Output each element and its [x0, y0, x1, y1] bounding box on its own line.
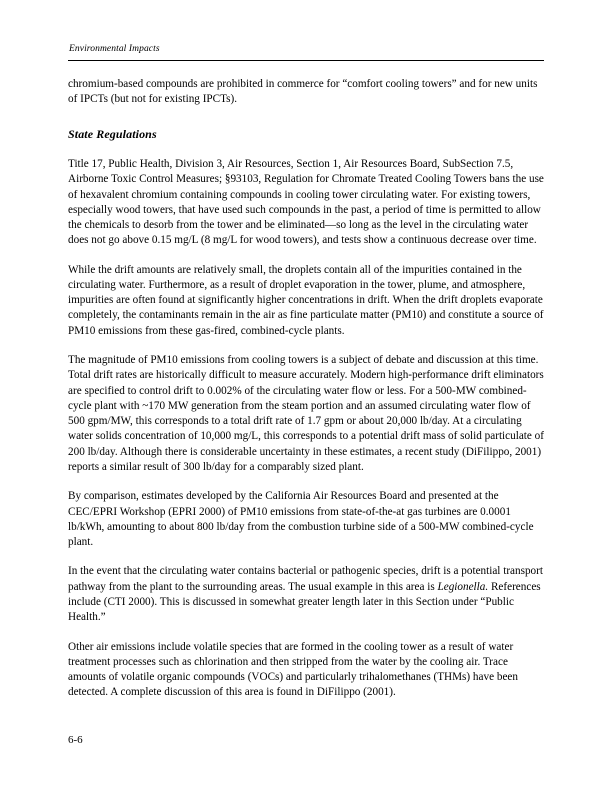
page-content [68, 77, 544, 701]
running-header: Environmental Impacts [69, 44, 160, 54]
paragraph-2: While the drift amounts are relatively small, the droplets contain all of the impurities contained in the circulating water. Furthermore, as a result of droplet evaporation in the tower, plume, and atmosphere, impurities are often found at significantly higher concentrations in drift. When the drift droplets evaporate completely, the contaminants remain in the air as fine particulate matter (PM10) and constitute a source of PM10 emissions from these gas-fired, combined-cycle plants. [68, 263, 544, 337]
paragraph-5-text-after: References include (CTI 2000). This is discussed in somewhat greater length later in this Section under “Public Health.” [68, 580, 541, 624]
page-number: 6-6 [68, 734, 83, 746]
section-heading-state-regulations: State Regulations [68, 126, 157, 141]
paragraph-3: The magnitude of PM10 emissions from cooling towers is a subject of debate and discussion at this time. Total drift rates are historically difficult to measure accurately. Modern high-performance drift eliminators are specified to control drift to 0.002% of the circulating water flow or less. For a 500-MW combined-cycle plant with ~170 MW generation from the steam portion and an assumed circulating water flow of 500 gpm/MW, this corresponds to a total drift rate of 1.7 gpm or about 20,000 lb/day. At a circulating water solids concentration of 10,000 mg/L, this corresponds to a potential drift mass of solid particulate of 200 lb/day. Although there is considerable uncertainty in these estimates, a recent study (DiFilippo, 2001) reports a similar result of 300 lb/day for a comparably sized plant. [68, 354, 544, 473]
paragraph-5-text-before: In the event that the circulating water contains bacterial or pathogenic species, drift is a potential transport pathway from the plant to the surrounding areas. The usual example in this area is [68, 565, 543, 593]
paragraph-4: By comparison, estimates developed by the California Air Resources Board and presented at the CEC/EPRI Workshop (EPRI 2000) of PM10 emissions from state-of-the-at gas turbines are 0.0001 lb/kWh, amounting to about 800 lb/day from the combustion turbine side of a 500-MW combined-cycle plant. [68, 490, 534, 549]
paragraph-5-italic-term: Legionella. [437, 580, 489, 593]
paragraph-6: Other air emissions include volatile species that are formed in the cooling tower as a result of water treatment processes such as chlorination and then stripped from the water by the cooling air. Trace amounts of volatile organic compounds (VOCs) and particularly trihalomethanes (THMs) have been detected. A complete discussion of this area is found in DiFilippo (2001). [68, 640, 518, 699]
paragraph-1: Title 17, Public Health, Division 3, Air Resources, Section 1, Air Resources Board, SubSection 7.5, Airborne Toxic Control Measures; §93103, Regulation for Chromate Treated Cooling Towers bans the use of hexavalent chromium containing compounds in cooling tower circulating water. For existing towers, especially wood towers, that have used such compounds in the past, a period of time is permitted to allow the chemicals to desorb from the tower and be eliminated—so long as the level in the circulating water does not go above 0.15 mg/L (8 mg/L for wood towers), and tests show a continuous decrease over time. [68, 157, 544, 247]
paragraph-continuation: chromium-based compounds are prohibited in commerce for “comfort cooling towers” and for new units of IPCTs (but not for existing IPCTs). [68, 78, 538, 106]
header-divider [68, 60, 544, 61]
paragraph-5 [68, 564, 544, 625]
